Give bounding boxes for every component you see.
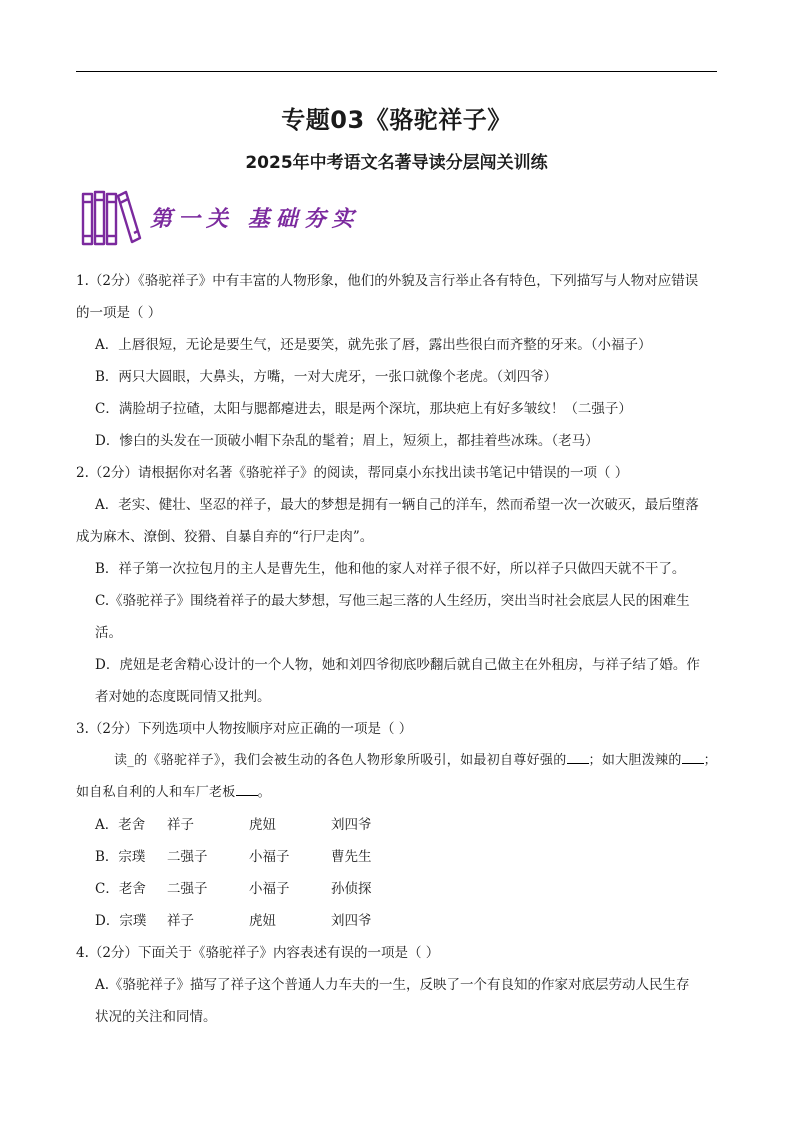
answer-blank[interactable] (236, 781, 258, 796)
option-cell: D．宗璞 (95, 913, 147, 929)
option-cell: 小福子 (249, 881, 290, 897)
passage-line-1 (76, 745, 721, 777)
option-cell: 祥子 (167, 817, 194, 833)
option-a-cont: 状况的关注和同情。 (95, 1009, 217, 1025)
option-cell: 二强子 (167, 849, 208, 865)
option-a-cont: 成为麻木、潦倒、狡猾、自暴自弃的“行尸走肉”。 (76, 529, 374, 545)
passage-text: ；如大胆泼辣的 (588, 753, 682, 768)
option-cell: 祥子 (167, 913, 194, 929)
option-d-cont: 者对她的态度既同情又批判。 (95, 689, 271, 705)
option-b[interactable]: B．两只大圆眼，大鼻头，方嘴，一对大虎牙，一张口就像个老虎。（刘四爷） (95, 369, 558, 385)
option-cell: 小福子 (249, 849, 290, 865)
passage-text: 。 (257, 785, 271, 800)
option-cell: 刘四爷 (331, 817, 372, 833)
option-c-cont: 活。 (95, 625, 122, 641)
question-4 (76, 937, 721, 1033)
option-cell: 刘四爷 (331, 913, 372, 929)
option-cell: 孙侦探 (331, 881, 372, 897)
passage-text: 读_的《骆驼祥子》，我们会被生动的各色人物形象所吸引，如最初自尊好强的 (114, 753, 567, 768)
option-cell: C．老舍 (95, 881, 146, 897)
question-stem: 2.（2分）请根据你对名著《骆驼祥子》的阅读，帮同桌小东找出读书笔记中错误的一项（ ） (76, 465, 629, 481)
passage-text: 如自私自利的人和车厂老板 (76, 785, 236, 800)
option-a[interactable] (76, 809, 721, 841)
option-a[interactable]: A．老实、健壮、坚忍的祥子，最大的梦想是拥有一辆自己的洋车，然而希望一次一次破灭，最后堕落 (95, 497, 699, 513)
option-cell: 曹先生 (331, 849, 372, 865)
option-b[interactable]: B．祥子第一次拉包月的主人是曹先生，他和他的家人对祥子很不好，所以祥子只做四天就不干了。 (95, 561, 686, 577)
option-c[interactable]: C．满脸胡子拉碴，太阳与腮都瘪进去，眼是两个深坑，那块疤上有好多皱纹！（二强子） (95, 401, 632, 417)
option-cell: 二强子 (167, 881, 208, 897)
question-stem: 4.（2分）下面关于《骆驼祥子》内容表述有误的一项是（ ） (76, 945, 440, 961)
option-d[interactable] (76, 905, 721, 937)
page-subtitle: 2025年中考语文名著导读分层闯关训练 (245, 153, 548, 173)
header-rule (76, 71, 717, 72)
option-a[interactable]: A.《骆驼祥子》描写了祥子这个普通人力车夫的一生，反映了一个有良知的作家对底层劳动人民生存 (95, 977, 690, 993)
question-stem: 3.（2分）下列选项中人物按顺序对应正确的一项是（ ） (76, 721, 413, 737)
books-icon (80, 188, 142, 248)
question-3 (76, 713, 721, 937)
option-d[interactable]: D．虎妞是老舍精心设计的一个人物，她和刘四爷彻底吵翻后就自己做主在外租房，与祥子结了婚。作 (95, 657, 700, 673)
question-stem: 1.（2分）《骆驼祥子》中有丰富的人物形象，他们的外貌及言行举止各有特色，下列描写与人物对应错误 (76, 273, 699, 289)
option-cell: B．宗璞 (95, 849, 146, 865)
option-b[interactable] (76, 841, 721, 873)
section-title: 第一关 基础夯实 (150, 206, 360, 232)
answer-blank[interactable] (682, 749, 704, 764)
question-stem-cont: 的一项是（ ） (76, 305, 162, 321)
answer-blank[interactable] (567, 749, 589, 764)
option-cell: 虎妞 (249, 913, 276, 929)
section-banner (80, 188, 380, 248)
option-d[interactable]: D．惨白的头发在一顶破小帽下杂乱的髦着；眉上，短须上，都挂着些冰珠。（老马） (95, 433, 599, 449)
passage-text: ； (703, 753, 717, 768)
question-list (76, 265, 721, 1033)
option-cell: A．老舍 (95, 817, 146, 833)
option-a[interactable]: A．上唇很短，无论是要生气，还是要笑，就先张了唇，露出些很白而齐整的牙来。（小福子） (95, 337, 652, 353)
question-2 (76, 457, 721, 713)
option-cell: 虎妞 (249, 817, 276, 833)
question-1 (76, 265, 721, 457)
option-c[interactable]: C.《骆驼祥子》围绕着祥子的最大梦想，写他三起三落的人生经历，突出当时社会底层人民的困难生 (95, 593, 690, 609)
page-title: 专题03《骆驼祥子》 (281, 106, 512, 134)
option-c[interactable] (76, 873, 721, 905)
passage-line-2 (76, 777, 721, 809)
